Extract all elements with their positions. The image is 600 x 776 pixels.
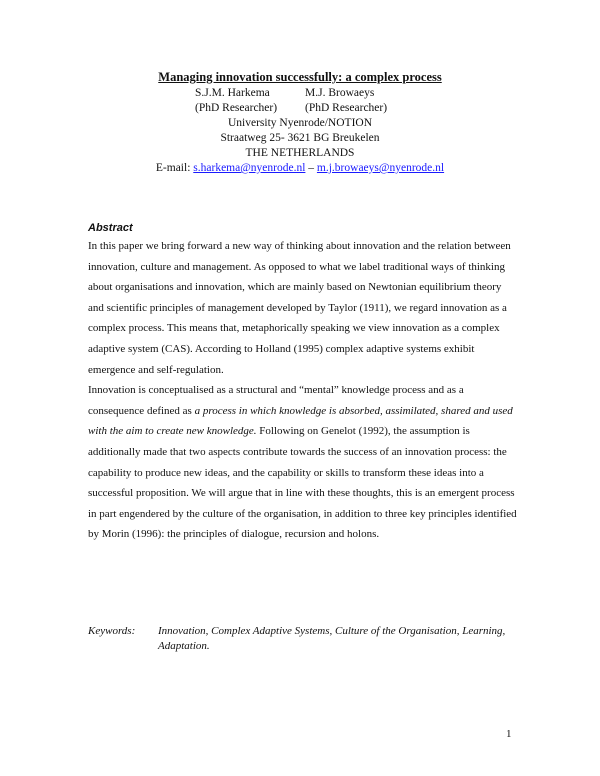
keywords-text: Innovation, Complex Adaptive Systems, Culture of the Organisation, Learning, Adaptation. bbox=[158, 625, 506, 652]
keywords-block bbox=[88, 624, 518, 654]
paper-header bbox=[0, 70, 600, 176]
abstract-definition-italic: a process in which knowledge is absorbed, assimilated, shared and used with the aim to create new knowledge. bbox=[88, 404, 513, 438]
email-link-harkema[interactable]: s.harkema@nyenrode.nl bbox=[193, 162, 306, 174]
abstract-body bbox=[88, 236, 518, 545]
abstract-paragraph-1: In this paper we bring forward a new way of thinking about innovation and the relation between innovation, culture and management. As opposed to what we label traditional ways of thinking about organisations and innovation, which are mainly based on Newtonian equilibrium theory and scientific principles of management developed by Taylor (1911), we regard innovation as a complex process. This means that, metaphorically speaking we view innovation as a complex adaptive system (CAS). According to Holland (1995) complex adaptive systems exhibit emergence and self-regulation. bbox=[88, 240, 511, 376]
affiliation: University Nyenrode/NOTION bbox=[227, 117, 373, 129]
abstract-paragraph-2 bbox=[88, 380, 518, 545]
author-browaeys: M.J. Browaeys bbox=[305, 87, 375, 99]
email-link-browaeys[interactable]: m.j.browaeys@nyenrode.nl bbox=[316, 162, 445, 174]
abstract-heading: Abstract bbox=[88, 222, 133, 234]
country: THE NETHERLANDS bbox=[245, 147, 355, 159]
authors-row bbox=[0, 86, 600, 101]
roles-row bbox=[0, 101, 600, 116]
role-browaeys: (PhD Researcher) bbox=[305, 102, 388, 114]
abstract-p2-end: Following on Genelot (1992), the assumption is additionally made that two aspects contribute towards the success of an innovation process: the capability to produce new ideas, and the capability or skills to transform these ideas into a successful proposition. We will argue that in line with these thoughts, this is an emergent process in part engendered by the culture of the organisation, in addition to three key principles identified by Morin (1996): the principles of dialogue, recursion and holons. bbox=[88, 425, 517, 541]
email-line bbox=[0, 161, 600, 176]
author-harkema: S.J.M. Harkema bbox=[195, 87, 270, 99]
page-number: 1 bbox=[506, 728, 512, 740]
email-label: E-mail: bbox=[155, 162, 194, 174]
address: Straatweg 25- 3621 BG Breukelen bbox=[220, 132, 380, 144]
keywords-label: Keywords: bbox=[88, 625, 136, 637]
paper-title: Managing innovation successfully: a complex process bbox=[158, 70, 442, 84]
email-separator: – bbox=[305, 162, 317, 174]
role-harkema: (PhD Researcher) bbox=[195, 102, 278, 114]
abstract-p2-start: Innovation is conceptualised as a structural and “mental” knowledge process and as a consequence defined as bbox=[88, 384, 464, 417]
